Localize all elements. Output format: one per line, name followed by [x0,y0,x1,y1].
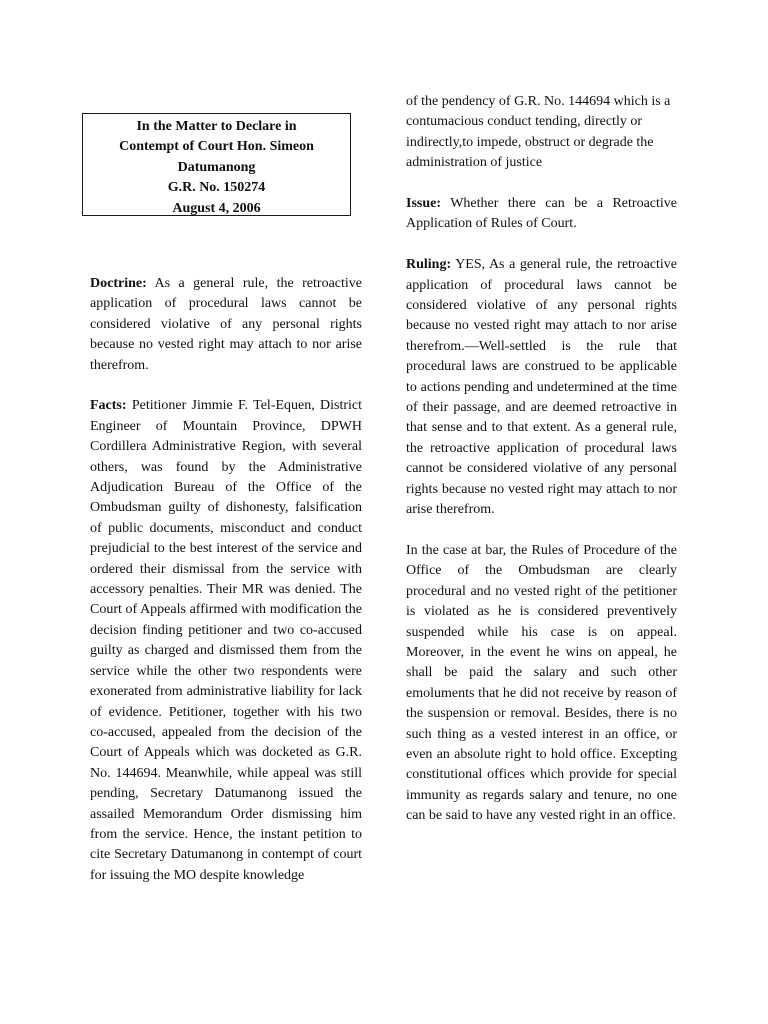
case-date: August 4, 2006 [172,200,261,216]
case-title-line-2: Contempt of Court Hon. Simeon [119,139,314,155]
facts-continuation [406,92,677,174]
right-column [406,92,677,847]
left-column [90,274,362,907]
facts-label: Facts: [90,398,127,414]
ruling-section [406,255,677,520]
facts-text: Petitioner Jimmie F. Tel-Equen, District Engineer of Mountain Province, DPWH Cordillera Administrative Region, with several others, was found by the Administrative Adjudication Bureau of the Office of the Ombudsman guilty of dishonesty, falsification of public documents, misconduct and conduct prejudicial to the best interest of the service and ordered their dismissal from the service with accessory penalties. Their MR was denied. The Court of Appeals affirmed with modification the decision finding petitioner and two co-accused guilty as charged and dismissed them from the service while the other two respondents were exonerated from administrative liability for lack of evidence. Petitioner, together with his two co-accused, appealed from the decision of the Court of Appeals which was docketed as G.R. No. 144694. Meanwhile, while appeal was still pending, Secretary Datumanong issued the assailed Memorandum Order dismissing him from the service. Hence, the instant petition to cite Secretary Datumanong in contempt of court for issuing the MO despite knowledge [90,398,363,883]
case-at-bar-section [406,541,677,827]
case-at-bar-text: In the case at bar, the Rules of Procedure of the Office of the Ombudsman are clearly procedural and no vested right of the petitioner is violated as he is considered preventively suspended while his case is on appeal. Moreover, in the event he wins on appeal, he shall be paid the salary and such other emoluments that he did not receive by reason of the suspension or removal. Besides, there is no such thing as a vested interest in an office, or even an absolute right to hold office. Excepting constitutional offices which provide for special immunity as regards salary and tenure, no one can be said to have any vested right in an office. [406,542,677,824]
doctrine-section [90,274,362,376]
case-gr-number: G.R. No. 150274 [167,180,266,196]
ruling-label: Ruling: [406,257,452,273]
facts-section [90,396,362,886]
issue-section [406,194,677,235]
ruling-text: YES, As a general rule, the retroactive application of procedural laws cannot be considered violative of any personal rights because no vested right may attach to nor arise therefrom.—Well-settled is the rule that procedural laws are construed to be applicable to actions pending and undetermined at the time of their passage, and are deemed retroactive in that sense and to that extent. As a general rule, the retroactive application of procedural laws cannot be considered violative of any personal rights because no vested right may attach to nor arise therefrom. [406,257,678,518]
doctrine-text: As a general rule, the retroactive application of procedural laws cannot be considered violative of any personal rights because no vested right may attach to nor arise therefrom. [90,276,362,373]
case-title-line-3: Datumanong [177,159,256,175]
issue-label: Issue: [406,196,442,212]
facts-continuation-text: of the pendency of G.R. No. 144694 which is a contumacious conduct tending, directly or indirectly,to impede, obstruct or degrade the administration of justice [406,94,671,171]
issue-text: Whether there can be a Retroactive Application of Rules of Court. [406,196,677,232]
case-title-line-1: In the Matter to Declare in [136,119,297,134]
doctrine-label: Doctrine: [90,276,147,291]
case-title-box [82,113,351,216]
